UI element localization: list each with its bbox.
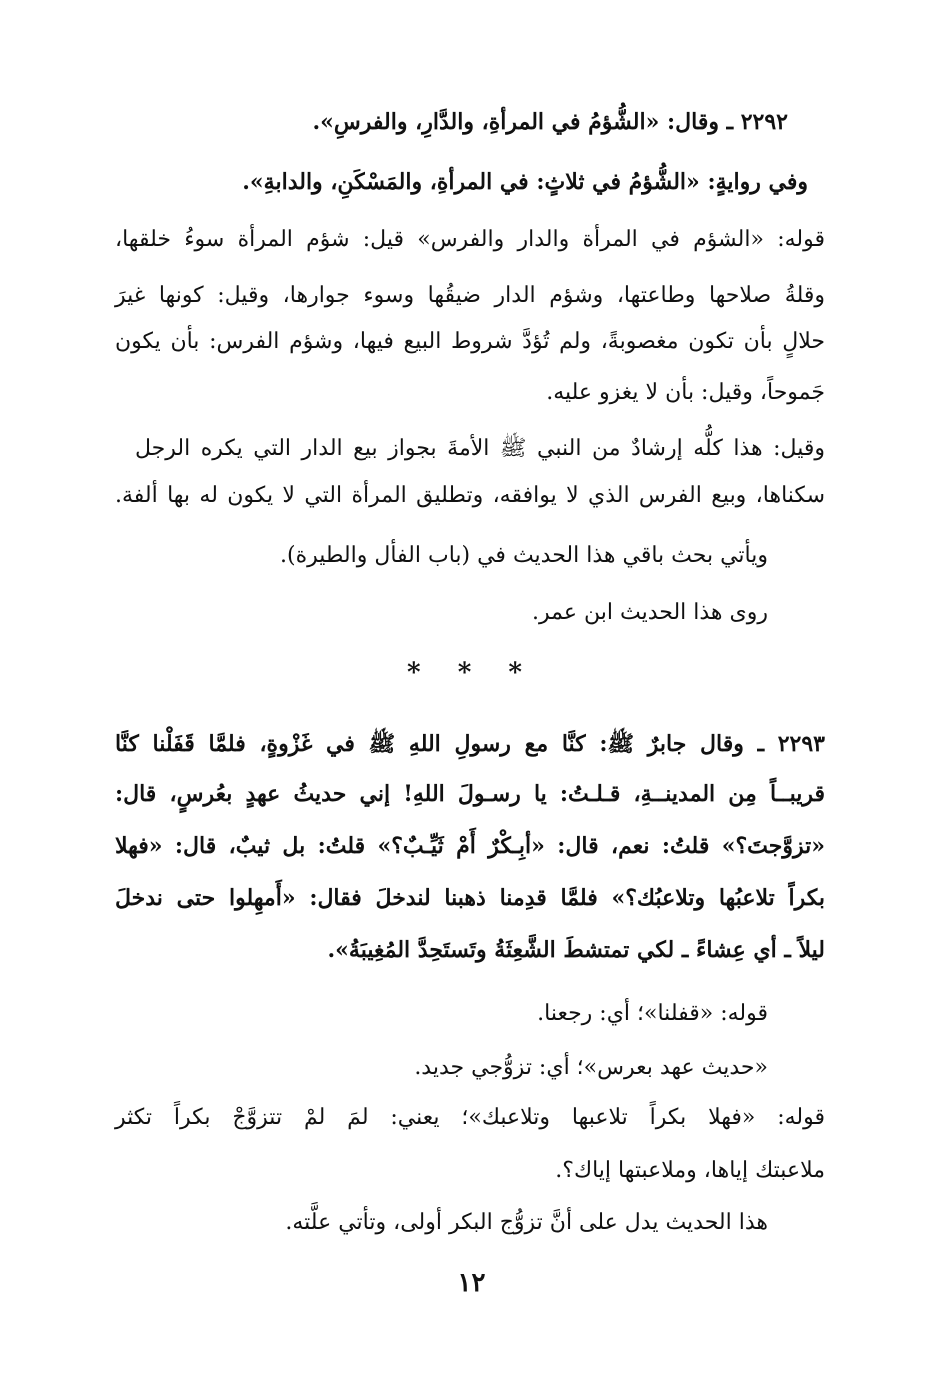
page-number: ١٢ [457, 1268, 486, 1298]
hadith-2292-line2: وفي روايةٍ: «الشُّؤمُ في ثلاثٍ: في المرأةِ، والمَسْكَنِ، والدابةِ». [242, 169, 808, 195]
commentary-line: قوله: «الشؤم في المرأة والدار والفرس» قيل: شؤم المرأة سوءُ خلقها، [115, 227, 825, 252]
hadith-2293-line: ٢٢٩٣ ـ وقال جابرٌ ﷺ: كنَّا مع رسولِ اللهِ ﷺ في غَزْوةٍ، فلمَّا قَفَلْنا كنَّا [115, 731, 825, 757]
hadith-2292-line1: ٢٢٩٢ ـ وقال: «الشُّؤمُ في المرأةِ، والدَّارِ، والفرسِ». [312, 109, 788, 135]
commentary-line: هذا الحديث يدل على أنَّ تزوُّج البكر أولى، وتأتي علَّته. [285, 1210, 768, 1235]
hadith-2293-line: ليلاً ـ أي عِشاءً ـ لكي تمتشطَ الشَّعِثَةُ وتَستَحِدَّ المُغِيبَةُ». [327, 937, 825, 963]
commentary-line: ملاعبتك إياها، وملاعبتها إياك؟. [555, 1158, 825, 1183]
commentary-line: «حديث عهد بعرس»؛ أي: تزوُّجي جديد. [414, 1055, 768, 1080]
hadith-2293-line: قريبــاً مِن المدينــةِ، قـلـتُ: يا رسـولَ اللهِ! إني حديثُ عهدٍ بعُرسٍ، قال: [115, 781, 825, 807]
commentary-line: حلالٍ بأن تكون مغصوبةً، ولم تُؤدَّ شروط البيع فيها، وشؤم الفرس: بأن يكون [115, 329, 825, 354]
commentary-line: وقلةُ صلاحها وطاعتها، وشؤم الدار ضيقُها وسوء جوارها، وقيل: كونها غيرَ [115, 283, 825, 308]
commentary-line: قوله: «قفلنا»؛ أي: رجعنا. [537, 1001, 768, 1026]
commentary-line: ويأتي بحث باقي هذا الحديث في (باب الفأل والطيرة). [280, 543, 768, 568]
section-separator: * * * [407, 658, 536, 688]
commentary-line: سكناها، وبيع الفرس الذي لا يوافقه، وتطليق المرأة التي لا يكون له بها ألفة. [115, 483, 825, 508]
hadith-2293-line: بكراً تلاعبُها وتلاعبُك؟» فلمَّا قدِمنا ذهبنا لندخلَ فقال: «أَمهِلوا حتى ندخلَ [115, 885, 825, 911]
commentary-line: جَموحاً، وقيل: بأن لا يغزو عليه. [546, 380, 825, 405]
commentary-line: قوله: «فهلا بكراً تلاعبها وتلاعبك»؛ يعني: لمَ لمْ تتزوَّجْ بكراً تكثر [115, 1105, 825, 1130]
narrator-line: روى هذا الحديث ابن عمر. [532, 600, 768, 625]
commentary-line: وقيل: هذا كلُّه إرشادٌ من النبي ﷺ الأمةَ بجواز بيع الدار التي يكره الرجل [135, 436, 825, 461]
hadith-2293-line: «تزوَّجتَ؟» قلتُ: نعم، قال: «أبِـكْرٌ أَمْ ثَيِّـبٌ؟» قلتُ: بل ثيبٌ، قال: «فهلا [115, 833, 825, 859]
